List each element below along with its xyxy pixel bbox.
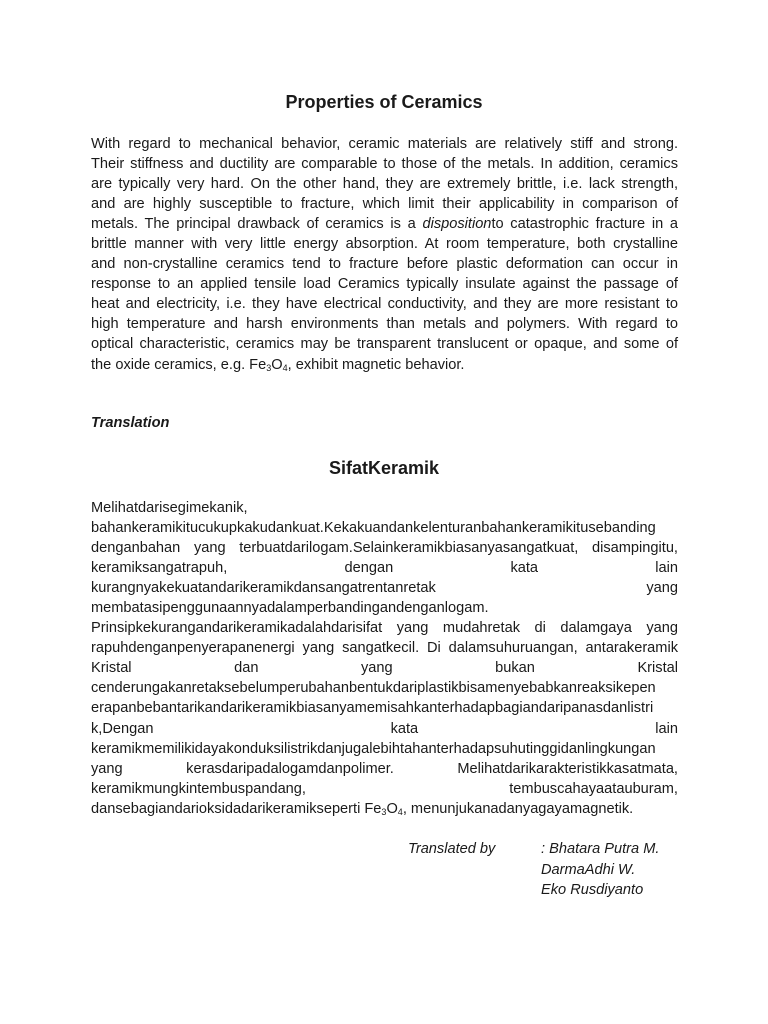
english-line: optical characteristic, ceramics may be transparent translucent or opaque, and some of [91, 336, 678, 353]
translator-name: DarmaAdhi W. [541, 861, 636, 878]
english-last-end: , exhibit magnetic behavior. [287, 356, 465, 373]
english-line: With regard to mechanical behavior, ceramic materials are relatively stiff and strong. [91, 136, 678, 152]
indonesian-line: denganbahan yang terbuatdarilogam.Selainkeramikbiasanyasangatkuat, disampingitu, [91, 540, 678, 557]
indonesian-paragraph [91, 498, 678, 819]
english-line: are typically very hard. On the other hand, they are extremely brittle, i.e. lack strength, [91, 176, 678, 193]
indonesian-line: keramiksangatrapuh, dengan kata lain [91, 560, 678, 577]
italic-word: disposition [422, 216, 492, 233]
indonesian-title: SifatKeramik [328, 458, 440, 478]
english-line: response to an applied tensile load Ceramics typically insulate against the passage of [91, 276, 678, 293]
indonesian-line: membatasipenggunaannyadalamperbandingandenganlogam. [91, 600, 489, 617]
formula-part: O [271, 356, 283, 373]
english-line: high temperature and harsh environments than metals and polymers. With regard to [91, 316, 678, 333]
subscript: 4 [397, 806, 403, 817]
indonesian-line: rapuhdenganpenyerapanenergi yang sangatkecil. Di dalamsuhuruangan, antarakeramik [91, 640, 678, 657]
english-line [91, 214, 678, 234]
english-line-end: to catastrophic fracture in a [491, 216, 679, 233]
english-line: brittle manner with very little energy absorption. At room temperature, both crystalline [91, 236, 678, 253]
translation-label: Translation [91, 415, 170, 431]
indonesian-line: Kristal dan yang bukan Kristal [91, 660, 678, 677]
translated-by-label: Translated by [408, 841, 496, 857]
subscript: 3 [381, 806, 387, 817]
indonesian-line: bahankeramikitucukupkakudankuat.Kekakuandankelenturanbahankeramikitusebanding [91, 520, 656, 537]
english-line [91, 355, 678, 375]
english-line-start: metals. The principal drawback of ceramics is a [91, 216, 423, 233]
translator-name: Eko Rusdiyanto [541, 882, 644, 898]
indonesian-line: keramikmemilikidayakonduksilistrikdanjugalebihtahanterhadapsuhutinggidanlingkungan [91, 740, 656, 757]
indonesian-line: erapanbebantarikandarikeramikbiasanyamemisahkanterhadapbagiandaripanasdanlistri [91, 700, 654, 717]
english-line: heat and electricity, i.e. they have electrical conductivity, and they are more resistant to [91, 296, 678, 313]
indonesian-line: keramikmungkintembuspandang, tembuscahayaatauburam, [91, 780, 678, 797]
english-line: Their stiffness and ductility are comparable to those of the metals. In addition, ceramics [91, 156, 678, 173]
english-line: and non-crystalline ceramics tend to fracture before plastic deformation can occur in [91, 256, 678, 273]
indonesian-line: Melihatdarisegimekanik, [91, 500, 248, 516]
formula-part: O [386, 800, 398, 817]
indonesian-line: Prinsipkekurangandarikeramikadalahdarisifat yang mudahretak di dalamgaya yang [91, 620, 678, 637]
english-line: and are highly susceptible to fracture, which limit their applicability in comparison of [91, 196, 678, 213]
indonesian-line: kurangnyakekuatandarikeramikdansangatrentanretak yang [91, 580, 678, 597]
english-paragraph [91, 134, 678, 375]
translator-name: : Bhatara Putra M. [541, 841, 660, 857]
english-last-start: the oxide ceramics, e.g. Fe [91, 356, 267, 373]
indonesian-line: cenderungakanretaksebelumperubahanbentukdariplastikbisamenyebabkanreaksikepen [91, 680, 656, 697]
indonesian-line: yang kerasdaripadalogamdanpolimer. Melihatdarikarakteristikkasatmata, [91, 760, 678, 777]
indonesian-line: k,Dengan kata lain [91, 720, 678, 737]
indonesian-last-start: dansebagiandarioksidadarikeramikseperti Fe [91, 800, 382, 817]
subscript: 3 [266, 362, 272, 373]
english-title: Properties of Ceramics [285, 92, 483, 112]
indonesian-line [91, 799, 678, 819]
indonesian-last-end: , menunjukanadanyagayamagnetik. [402, 800, 634, 817]
subscript: 4 [282, 362, 288, 373]
translator-names [541, 839, 659, 901]
